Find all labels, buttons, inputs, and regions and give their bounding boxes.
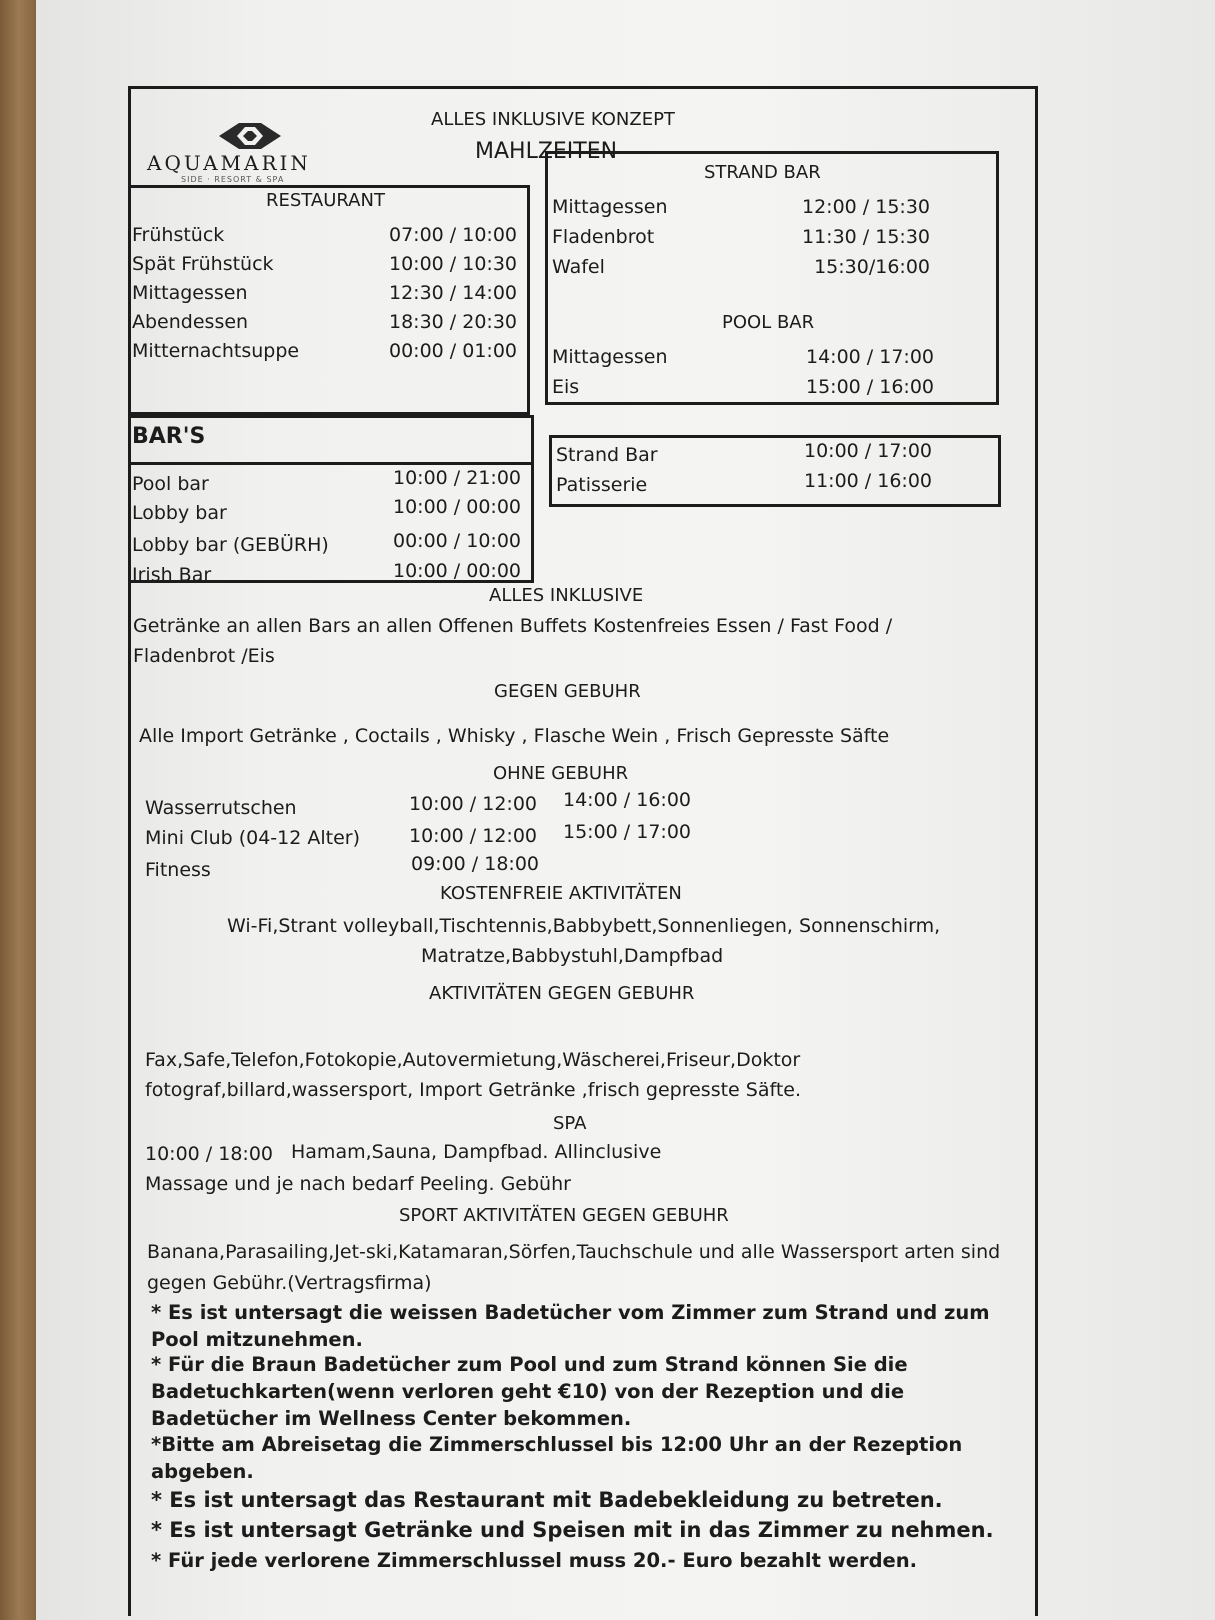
bars-heading: BAR'S [132,424,206,449]
bar-name: Patisserie [556,474,648,496]
logo-name: AQUAMARIN [147,151,311,175]
meal-name: Mittagessen [552,196,668,218]
note-item: *Bitte am Abreisetag die Zimmerschlussel bis 12:00 Uhr an der Rezeption abgeben. [151,1433,963,1483]
restaurant-heading: RESTAURANT [266,190,385,211]
list-item [548,346,996,376]
meal-name: Eis [552,376,580,398]
bar-time: 10:00 / 00:00 [393,496,521,518]
note-item: * Es ist untersagt die weissen Badetücher vom Zimmer zum Strand und zum Pool mitzunehmen. [151,1301,990,1351]
bar-name: Lobby bar (GEBÜRH) [132,534,329,556]
meal-name: Spät Frühstück [132,253,274,275]
aktivitaten-gebuhr-line-2: fotograf,billard,wassersport, Import Getränke ,frisch gepresste Säfte. [145,1079,802,1101]
bar-time: 00:00 / 10:00 [393,530,521,552]
list-item [548,256,996,286]
list-item [128,282,527,312]
bars-right-box [549,435,1001,507]
meal-time: 15:30/16:00 [814,256,930,278]
meal-time: 14:00 / 17:00 [806,346,934,368]
meal-time: 12:30 / 14:00 [389,282,517,304]
meal-time: 12:00 / 15:30 [802,196,930,218]
activity-name: Mini Club (04-12 Alter) [145,827,361,849]
meal-name: Mittagessen [132,282,248,304]
spa-heading: SPA [553,1113,587,1134]
note-item: * Für die Braun Badetücher zum Pool und zum Strand können Sie die Badetuchkarten(wenn verloren geht €10) von der Rezeption und die Badetücher im Wellness Center bekommen. [151,1353,908,1430]
list-item [128,253,527,283]
meal-name: Wafel [552,256,605,278]
kostenfreie-heading: KOSTENFREIE AKTIVITÄTEN [440,883,682,904]
gegen-gebuhr-heading: GEGEN GEBUHR [494,681,641,702]
note-item: * Es ist untersagt Getränke und Speisen mit in das Zimmer zu nehmen. [151,1518,994,1542]
pool-bar-heading: POOL BAR [722,312,815,333]
page-title: MAHLZEITEN [475,139,618,164]
concept-title: ALLES INKLUSIVE KONZEPT [431,109,675,130]
meal-time: 07:00 / 10:00 [389,224,517,246]
list-item [128,462,531,498]
bar-name: Irish Bar [132,564,212,586]
bar-name: Strand Bar [556,444,658,466]
meal-time: 15:00 / 16:00 [806,376,934,398]
list-item [128,560,531,594]
bar-time: 10:00 / 00:00 [393,560,521,582]
list-item [548,196,996,226]
activity-time-1: 10:00 / 12:00 [409,793,537,815]
aktivitaten-gebuhr-heading: AKTIVITÄTEN GEGEN GEBUHR [429,983,695,1004]
bar-name: Lobby bar [132,502,227,524]
ohne-gebuhr-heading: OHNE GEBUHR [493,763,629,784]
list-item [128,496,531,532]
bar-time: 10:00 / 17:00 [804,440,932,462]
note-item: * Es ist untersagt das Restaurant mit Badebekleidung zu betreten. [151,1488,943,1512]
alles-inklusive-heading: ALLES INKLUSIVE [489,585,644,606]
note-item: * Für jede verlorene Zimmerschlussel muss 20.- Euro bezahlt werden. [151,1549,918,1572]
gegen-gebuhr-text: Alle Import Getränke , Coctails , Whisky , Flasche Wein , Frisch Gepresste Säfte [139,725,890,747]
strand-pool-box [545,151,999,405]
kostenfreie-line-1: Wi-Fi,Strant volleyball,Tischtennis,Babbybett,Sonnenliegen, Sonnenschirm, [227,915,941,937]
meal-name: Fladenbrot [552,226,655,248]
aktivitaten-gebuhr-line-1: Fax,Safe,Telefon,Fotokopie,Autovermietung,Wäscherei,Friseur,Doktor [145,1049,801,1071]
list-item [548,376,996,406]
activity-time-1: 10:00 / 12:00 [409,825,537,847]
spa-line-1: Hamam,Sauna, Dampfbad. Allinclusive [291,1141,662,1163]
activity-time-2: 14:00 / 16:00 [563,789,691,811]
spa-line-2: Massage und je nach bedarf Peeling. Gebühr [145,1173,571,1195]
bar-name: Pool bar [132,473,209,495]
list-item [128,224,527,254]
info-sheet [128,86,1038,1616]
activity-name: Wasserrutschen [145,797,297,819]
strand-bar-heading: STRAND BAR [704,162,821,183]
logo-icon [219,123,281,149]
sport-text: Banana,Parasailing,Jet-ski,Katamaran,Sörfen,Tauchschule und alle Wassersport arten sind gegen Gebühr.(Vertragsfirma) [147,1241,1001,1294]
list-item [552,470,998,504]
meal-name: Frühstück [132,224,225,246]
meal-name: Mitternachtsuppe [132,340,300,362]
restaurant-box [128,185,530,415]
list-item [128,340,527,370]
meal-name: Abendessen [132,311,249,333]
meal-time: 10:00 / 10:30 [389,253,517,275]
meal-time: 18:30 / 20:30 [389,311,517,333]
meal-time: 11:30 / 15:30 [802,226,930,248]
spa-time: 10:00 / 18:00 [145,1143,273,1165]
list-item [548,226,996,256]
kostenfreie-line-2: Matratze,Babbystuhl,Dampfbad [421,945,724,967]
meal-name: Mittagessen [552,346,668,368]
sport-heading: SPORT AKTIVITÄTEN GEGEN GEBUHR [399,1205,729,1226]
activity-time-2: 15:00 / 17:00 [563,821,691,843]
activity-name: Fitness [145,859,211,881]
logo-subtitle: SIDE · RESORT & SPA [181,175,285,184]
alles-inklusive-text: Getränke an allen Bars an allen Offenen Buffets Kostenfreies Essen / Fast Food / Fladenbrot /Eis [133,615,893,667]
logo [147,123,367,183]
bars-box [128,415,534,586]
list-item [128,311,527,341]
bar-time: 11:00 / 16:00 [804,470,932,492]
bar-time: 10:00 / 21:00 [393,467,521,489]
activity-time-1: 09:00 / 18:00 [411,853,539,875]
meal-time: 00:00 / 01:00 [389,340,517,362]
